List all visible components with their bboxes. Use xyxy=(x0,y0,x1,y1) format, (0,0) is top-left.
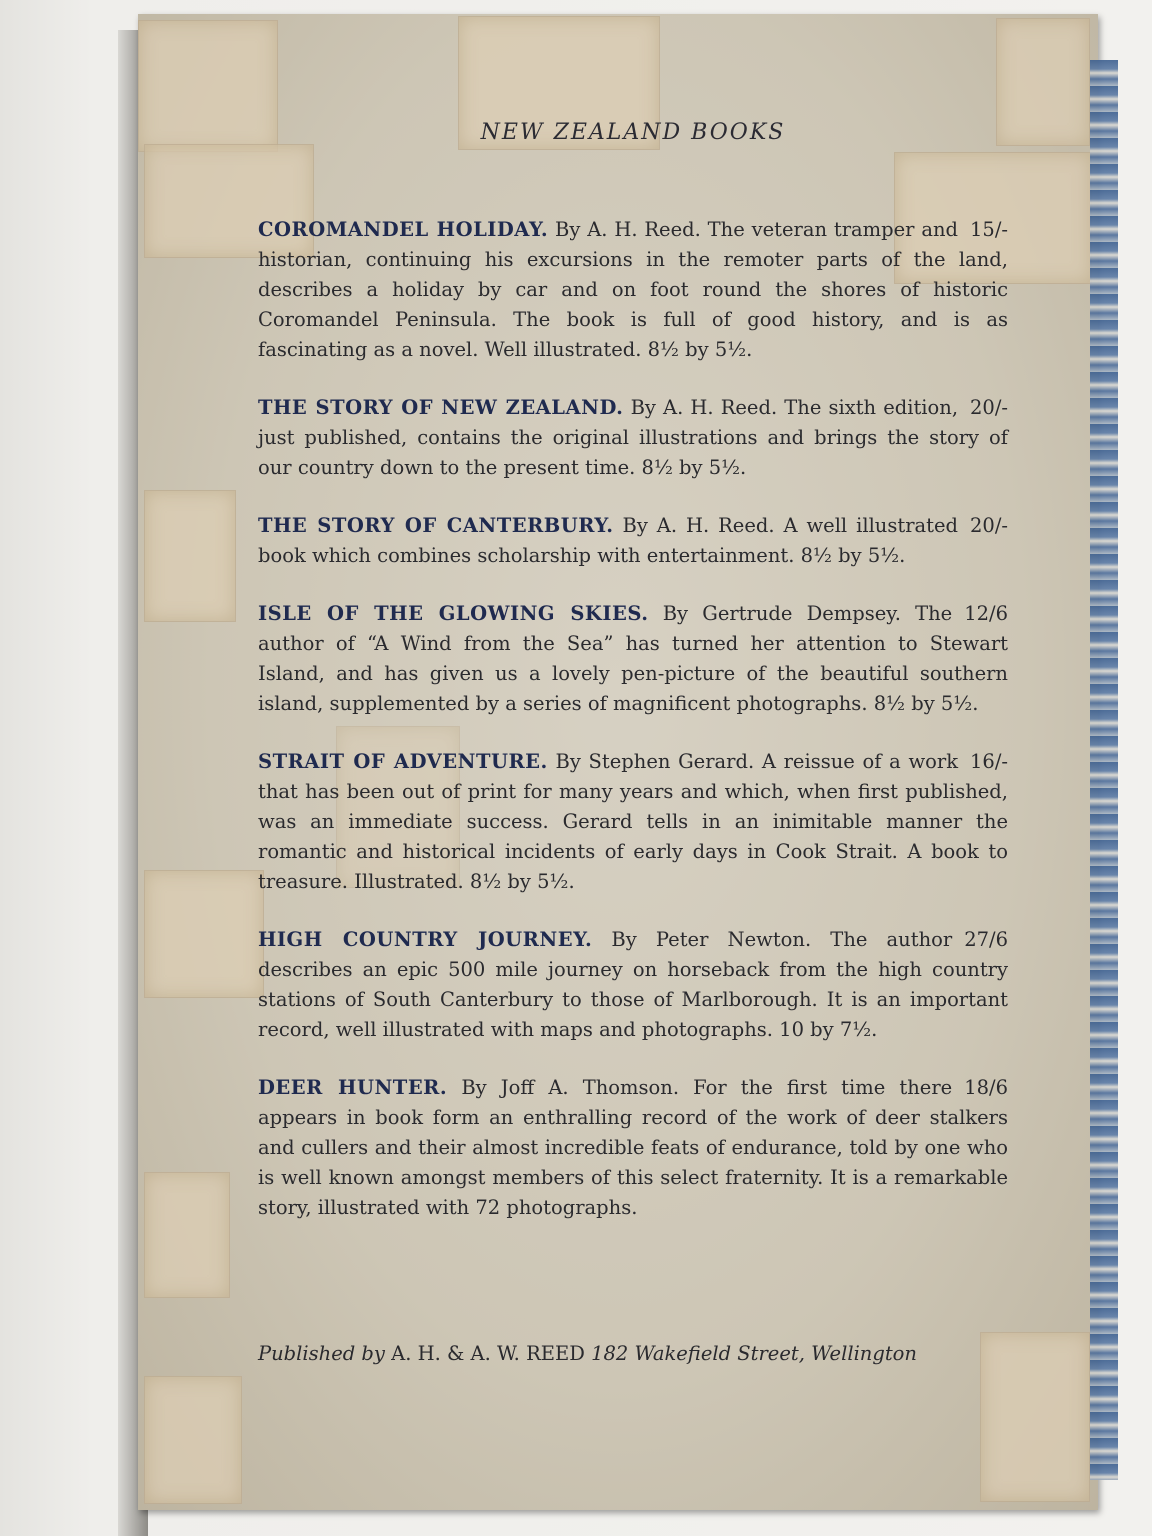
book-price: 20/- xyxy=(970,514,1008,537)
publisher-address: 182 Wakefield Street, Wellington xyxy=(591,1342,917,1365)
book-entry-high-country-journey xyxy=(258,925,1008,1045)
book-title: ISLE OF THE GLOWING SKIES. xyxy=(258,602,649,625)
book-description: By A. H. Reed. The veteran tramper and historian, continuing his excursions in the remoter parts of the land, describes a holiday by car and on foot round the shores of historic Coromandel Peninsula. The book is full of good history, and is as fascinating as a novel. Well illustrated. 8½ by 5½. xyxy=(258,218,1008,361)
book-entry-strait-of-adventure xyxy=(258,747,1008,897)
published-by-label: Published by xyxy=(258,1342,385,1365)
book-title: DEER HUNTER. xyxy=(258,1076,448,1099)
tape-patch-left-bottom xyxy=(144,1172,230,1298)
book-entry-coromandel-holiday xyxy=(258,215,1008,365)
book-description: By Stephen Gerard. A reissue of a work that has been out of print for many years and which, when first published, was an immediate success. Gerard tells in an inimitable manner the romantic and historical incidents of early days in Cook Strait. A book to treasure. Illustrated. 8½ by 5½. xyxy=(258,750,1008,893)
book-price: 20/- xyxy=(970,396,1008,419)
book-title: COROMANDEL HOLIDAY. xyxy=(258,218,549,241)
publisher-line xyxy=(258,1342,1008,1365)
book-description: By A. H. Reed. A well illustrated book which combines scholarship with entertainment. 8½ by 5½. xyxy=(258,514,959,567)
book-entry-deer-hunter xyxy=(258,1073,1008,1223)
book-title: STRAIT OF ADVENTURE. xyxy=(258,750,548,773)
tape-patch-top-right xyxy=(996,18,1090,146)
book-price: 18/6 xyxy=(964,1076,1008,1099)
book-title: THE STORY OF CANTERBURY. xyxy=(258,514,614,537)
book-title: THE STORY OF NEW ZEALAND. xyxy=(258,396,624,419)
book-price: 12/6 xyxy=(964,602,1008,625)
book-entry-story-of-new-zealand xyxy=(258,393,1008,483)
book-description: By Joff A. Thomson. For the first time there appears in book form an enthralling record of the work of deer stalkers and cullers and their almost incredible feats of endurance, told by one who is well known amongst members of this select fraternity. It is a remarkable story, illustrated with 72 photographs. xyxy=(258,1076,1008,1219)
book-price: 16/- xyxy=(970,750,1008,773)
tape-patch-top-left xyxy=(138,20,278,152)
book-entry-story-of-canterbury xyxy=(258,511,1008,571)
book-description: By A. H. Reed. The sixth edition, just published, contains the original illustrations and brings the story of our country down to the present time. 8½ by 5½. xyxy=(258,396,1008,479)
book-price: 27/6 xyxy=(964,928,1008,951)
tape-patch-bottom-left xyxy=(144,1376,242,1504)
tape-patch-left-lower xyxy=(144,870,264,998)
book-description: By Peter Newton. The author describes an epic 500 mile journey on horseback from the high country stations of South Canterbury to those of Marlborough. It is an important record, well illustrated with maps and photographs. 10 by 7½. xyxy=(258,928,1008,1041)
page-title: NEW ZEALAND BOOKS xyxy=(480,120,786,145)
blue-spine-strip xyxy=(1090,60,1118,1480)
tape-patch-left-middle xyxy=(144,490,236,622)
book-list xyxy=(258,120,1008,1251)
book-entry-isle-of-the-glowing-skies xyxy=(258,599,1008,719)
book-title: HIGH COUNTRY JOURNEY. xyxy=(258,928,593,951)
book-description: By Gertrude Dempsey. The author of “A Wind from the Sea” has turned her attention to Stewart Island, and has given us a lovely pen-picture of the beautiful southern island, supplemented by a series of magnificent photographs. 8½ by 5½. xyxy=(258,602,1008,715)
book-price: 15/- xyxy=(970,218,1008,241)
publisher-name: A. H. & A. W. REED xyxy=(384,1342,592,1365)
